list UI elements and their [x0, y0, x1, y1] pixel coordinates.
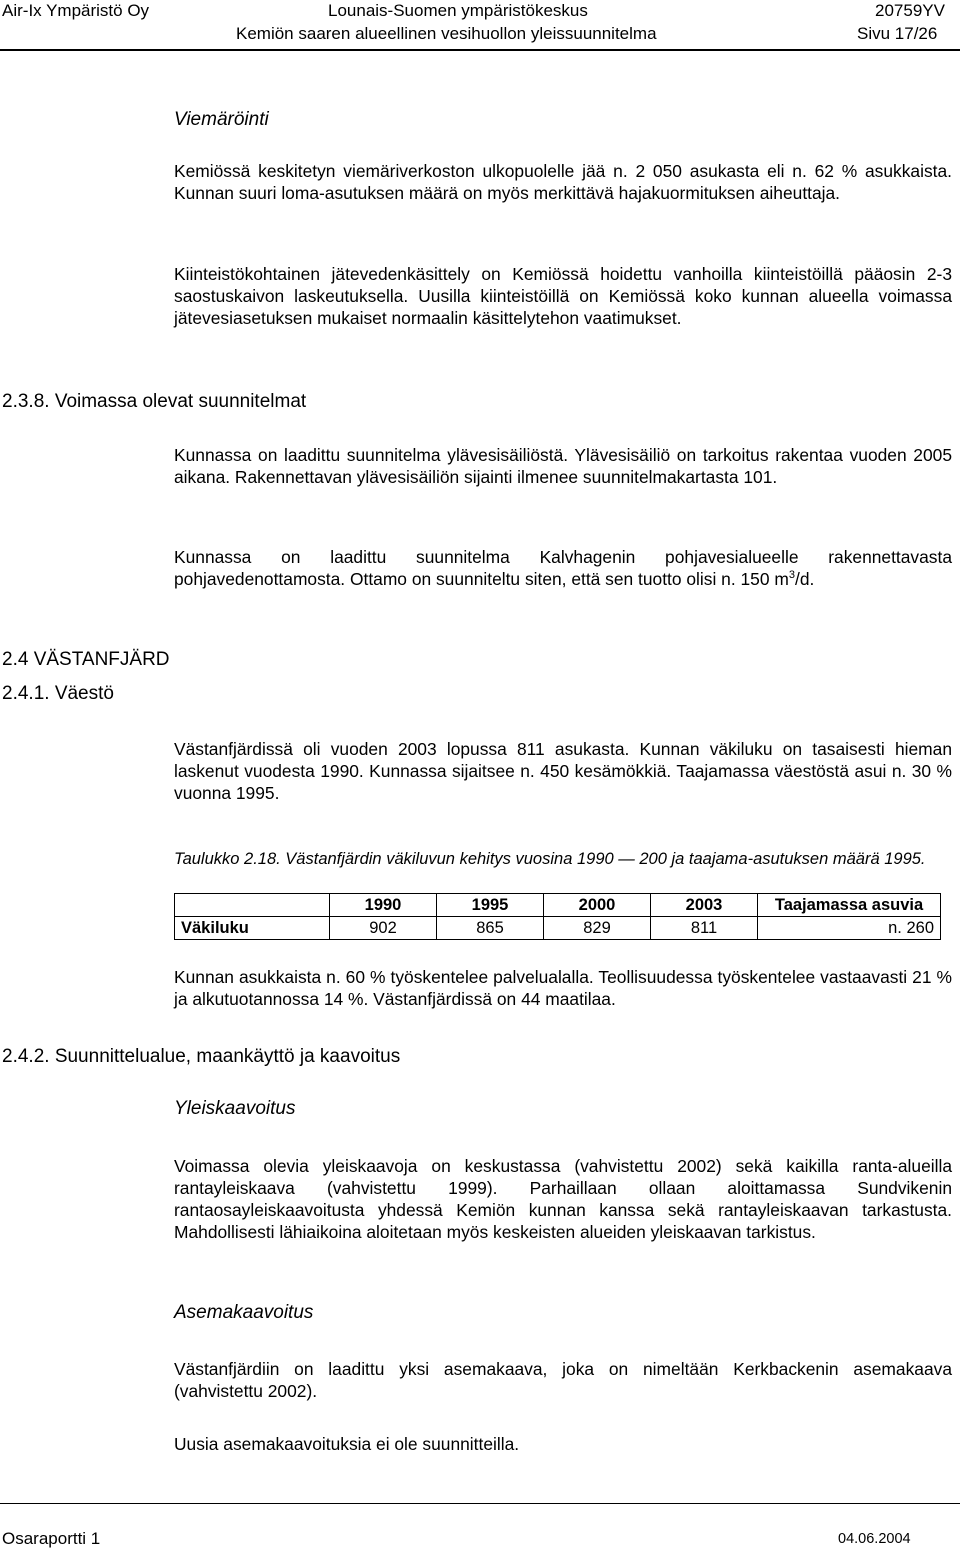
header-organization: Lounais-Suomen ympäristökeskus — [328, 1, 588, 20]
section-heading-2-4-1: 2.4.1. Väestö — [2, 683, 114, 704]
table-header-cell: 2003 — [651, 894, 758, 917]
table-header-cell: 1990 — [330, 894, 437, 917]
superscript: 3 — [788, 569, 795, 581]
paragraph-yleiskaavoitus: Voimassa olevia yleiskaavoja on keskustassa (vahvistettu 2002) sekä kaikilla ranta-alueilla rantayleiskaava (vahvistettu 1999). Parhaillaan ollaan aloittamassa Sundvikenin rantaosayleiskaavoitusta yhdessä Kemiön kunnan kanssa sekä rantayleiskaavan tarkastusta. Mahdollisesti lähiaikoina aloitetaan myös keskeisten alueiden yleiskaavan tarkistus. — [174, 1156, 952, 1242]
table-header-cell: 1995 — [437, 894, 544, 917]
header-page-number: Sivu 17/26 — [857, 24, 938, 43]
subheading-viemarointi: Viemäröinti — [174, 109, 269, 130]
paragraph-suunnitelmat-2 — [174, 546, 952, 590]
table-cell: 829 — [544, 917, 651, 940]
table-cell: 865 — [437, 917, 544, 940]
header-document-title: Kemiön saaren alueellinen vesihuollon yleissuunnitelma — [236, 24, 657, 43]
paragraph-suunnitelmat-1: Kunnassa on laadittu suunnitelma ylävesisäiliöstä. Ylävesisäiliö on tarkoitus rakentaa vuoden 2005 aikana. Rakennettavan ylävesisäiliön sijainti ilmenee suunnitelmakartasta 101. — [174, 445, 952, 487]
paragraph-vaesto-1: Västanfjärdissä oli vuoden 2003 lopussa 811 asukasta. Kunnan väkiluku on tasaisesti hieman laskenut vuodesta 1990. Kunnassa sijaitsee n. 450 kesämökkiä. Taajamassa väestöstä asui n. 30 % vuonna 1995. — [174, 739, 952, 803]
paragraph-viemarointi-2: Kiinteistökohtainen jätevedenkäsittely on Kemiössä hoidettu vanhoilla kiinteistöillä pääosin 2-3 saostuskaivon laskeutuksella. Uusilla kiinteistöillä on Kemiössä koko kunnan alueella voimassa jätevesiasetuksen mukaiset normaalin käsittelytehon vaatimukset. — [174, 264, 952, 328]
population-table — [174, 893, 941, 940]
table-cell: n. 260 — [758, 917, 941, 940]
table-header-cell — [175, 894, 330, 917]
section-heading-2-3-8: 2.3.8. Voimassa olevat suunnitelmat — [2, 391, 307, 412]
paragraph-asemakaavoitus-2: Uusia asemakaavoituksia ei ole suunnitteilla. — [174, 1434, 520, 1454]
table-cell: 811 — [651, 917, 758, 940]
footer-date: 04.06.2004 — [838, 1531, 911, 1547]
table-caption: Taulukko 2.18. Västanfjärdin väkiluvun kehitys vuosina 1990 — 200 ja taajama-asutuksen määrä 1995. — [174, 850, 926, 868]
table-row-label: Väkiluku — [175, 917, 330, 940]
section-heading-2-4: 2.4 VÄSTANFJÄRD — [2, 649, 170, 670]
header-rule — [0, 49, 960, 51]
table-row — [175, 917, 941, 940]
footer-rule — [0, 1503, 960, 1504]
table-header-cell: 2000 — [544, 894, 651, 917]
footer-report-label: Osaraportti 1 — [2, 1529, 101, 1548]
header-document-code: 20759YV — [875, 1, 945, 20]
table-header-row — [175, 894, 941, 917]
section-heading-2-4-2: 2.4.2. Suunnittelualue, maankäyttö ja kaavoitus — [2, 1046, 401, 1067]
paragraph-vaesto-2: Kunnan asukkaista n. 60 % työskentelee palvelualalla. Teollisuudessa työskentelee vastaavasti 21 % ja alkutuotannossa 14 %. Västanfjärdissä on 44 maatilaa. — [174, 967, 952, 1009]
header-company: Air-Ix Ympäristö Oy — [2, 1, 150, 20]
subheading-asemakaavoitus: Asemakaavoitus — [174, 1302, 314, 1323]
table-header-cell: Taajamassa asuvia — [758, 894, 941, 917]
paragraph-text-end: /d. — [794, 569, 815, 589]
paragraph-text: Kunnassa on laadittu suunnitelma Kalvhagenin pohjavesialueelle rakennettavasta pohjavedenottamosta. Ottamo on suunniteltu siten, että sen tuotto olisi n. 150 m — [174, 547, 952, 589]
paragraph-asemakaavoitus-1: Västanfjärdiin on laadittu yksi asemakaava, joka on nimeltään Kerkbackenin asemakaava (vahvistettu 2002). — [174, 1359, 952, 1401]
table-cell: 902 — [330, 917, 437, 940]
subheading-yleiskaavoitus: Yleiskaavoitus — [174, 1098, 296, 1119]
paragraph-viemarointi-1: Kemiössä keskitetyn viemäriverkoston ulkopuolelle jää n. 2 050 asukasta eli n. 62 % asukkaista. Kunnan suuri loma-asutuksen määrä on myös merkittävä hajakuormituksen aiheuttaja. — [174, 161, 952, 203]
